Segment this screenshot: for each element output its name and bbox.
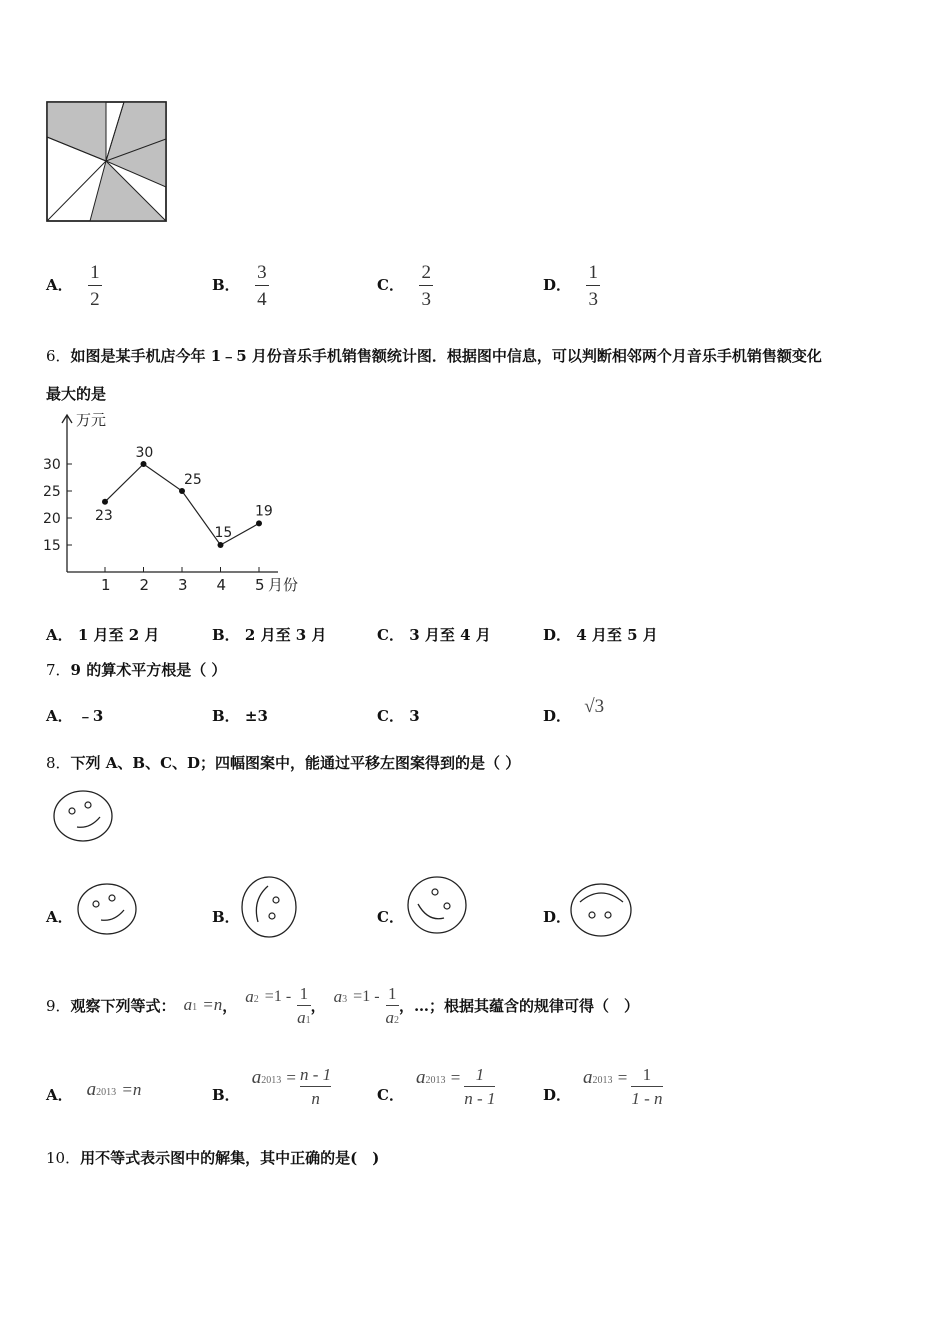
- q7-option-c[interactable]: C． 3: [377, 707, 420, 725]
- q7-option-d[interactable]: D． √3: [543, 696, 605, 725]
- x-tick-label: 5: [255, 576, 265, 594]
- q9-option-c[interactable]: C． a2013 = 1 n - 1: [377, 1064, 496, 1108]
- q6-option-b[interactable]: B． 2 月至 3 月: [212, 626, 327, 644]
- x-tick-label: 3: [178, 576, 188, 594]
- q9-option-d[interactable]: D． a2013 = 1 1 - n: [543, 1064, 663, 1108]
- data-label: 19: [255, 503, 273, 520]
- q8-option-c[interactable]: C．: [377, 908, 404, 926]
- y-tick-label: 25: [43, 484, 61, 500]
- q10-stem: 10．用不等式表示图中的解集，其中正确的是( ): [46, 1149, 380, 1167]
- data-label: 30: [135, 445, 154, 461]
- x-axis-title: 月份: [268, 576, 299, 594]
- q9-option-a[interactable]: A． a2013 =n: [46, 1079, 142, 1104]
- data-label: 23: [95, 507, 113, 524]
- sales-line-chart: [40, 405, 310, 600]
- y-tick-label: 20: [43, 511, 61, 527]
- q7-option-b[interactable]: B． ±3: [212, 707, 268, 725]
- q7-stem: 7．9 的算术平方根是（ ）: [46, 661, 227, 679]
- y-axis-title: 万元: [76, 411, 107, 429]
- smiley-original: [50, 787, 116, 845]
- data-point: [218, 542, 224, 548]
- q6-option-a[interactable]: A． 1 月至 2 月: [46, 626, 160, 644]
- q5-option-a[interactable]: A． $\frac{1}{2}$: [46, 262, 102, 309]
- series-line: [105, 464, 259, 545]
- data-point: [102, 499, 108, 505]
- q5-option-c[interactable]: C． $\frac{2}{3}$: [377, 262, 433, 309]
- smiley-option-c[interactable]: [404, 874, 470, 936]
- x-tick-label: 4: [216, 576, 227, 594]
- data-label: 25: [184, 472, 202, 488]
- q9-stem: 9． 观察下列等式： a1 =n ， a2 =1 - 1 a1 ， a3 =1 - 1 a2 ，…；根据其蕴含的规律可得（ ）: [46, 983, 640, 1027]
- pinwheel-figure: [44, 99, 170, 224]
- x-tick-label: 2: [139, 576, 150, 594]
- q7-option-a[interactable]: A． ﹣3: [46, 707, 104, 725]
- y-tick-label: 30: [43, 457, 61, 473]
- q6-option-c[interactable]: C． 3 月至 4 月: [377, 626, 491, 644]
- data-label: 15: [214, 525, 233, 541]
- q6-option-d[interactable]: D． 4 月至 5 月: [543, 626, 658, 644]
- q8-option-b[interactable]: B．: [212, 908, 240, 926]
- data-point: [141, 461, 147, 467]
- x-tick-label: 1: [101, 576, 111, 594]
- q6-stem-line2: 最大的是: [46, 385, 107, 403]
- smiley-option-d[interactable]: [567, 880, 635, 940]
- data-point: [179, 488, 185, 494]
- q8-option-d[interactable]: D．: [543, 908, 572, 926]
- q9-option-b[interactable]: B． a2013 = n - 1 n: [212, 1064, 332, 1108]
- smiley-option-a[interactable]: [74, 880, 140, 938]
- q8-option-a[interactable]: A．: [46, 908, 73, 926]
- smiley-option-b[interactable]: [238, 874, 300, 940]
- y-tick-label: 15: [43, 538, 61, 554]
- q5-option-b[interactable]: B． $\frac{3}{4}$: [212, 262, 269, 309]
- q8-stem: 8．下列 A、B、C、D；四幅图案中，能通过平移左图案得到的是（ ）: [46, 754, 521, 772]
- q6-stem-line1: 6．如图是某手机店今年 1﹣5 月份音乐手机销售额统计图．根据图中信息，可以判断相邻两个月音乐手机销售额变化: [46, 347, 822, 365]
- q5-option-d[interactable]: D． $\frac{1}{3}$: [543, 262, 600, 309]
- data-point: [256, 520, 262, 526]
